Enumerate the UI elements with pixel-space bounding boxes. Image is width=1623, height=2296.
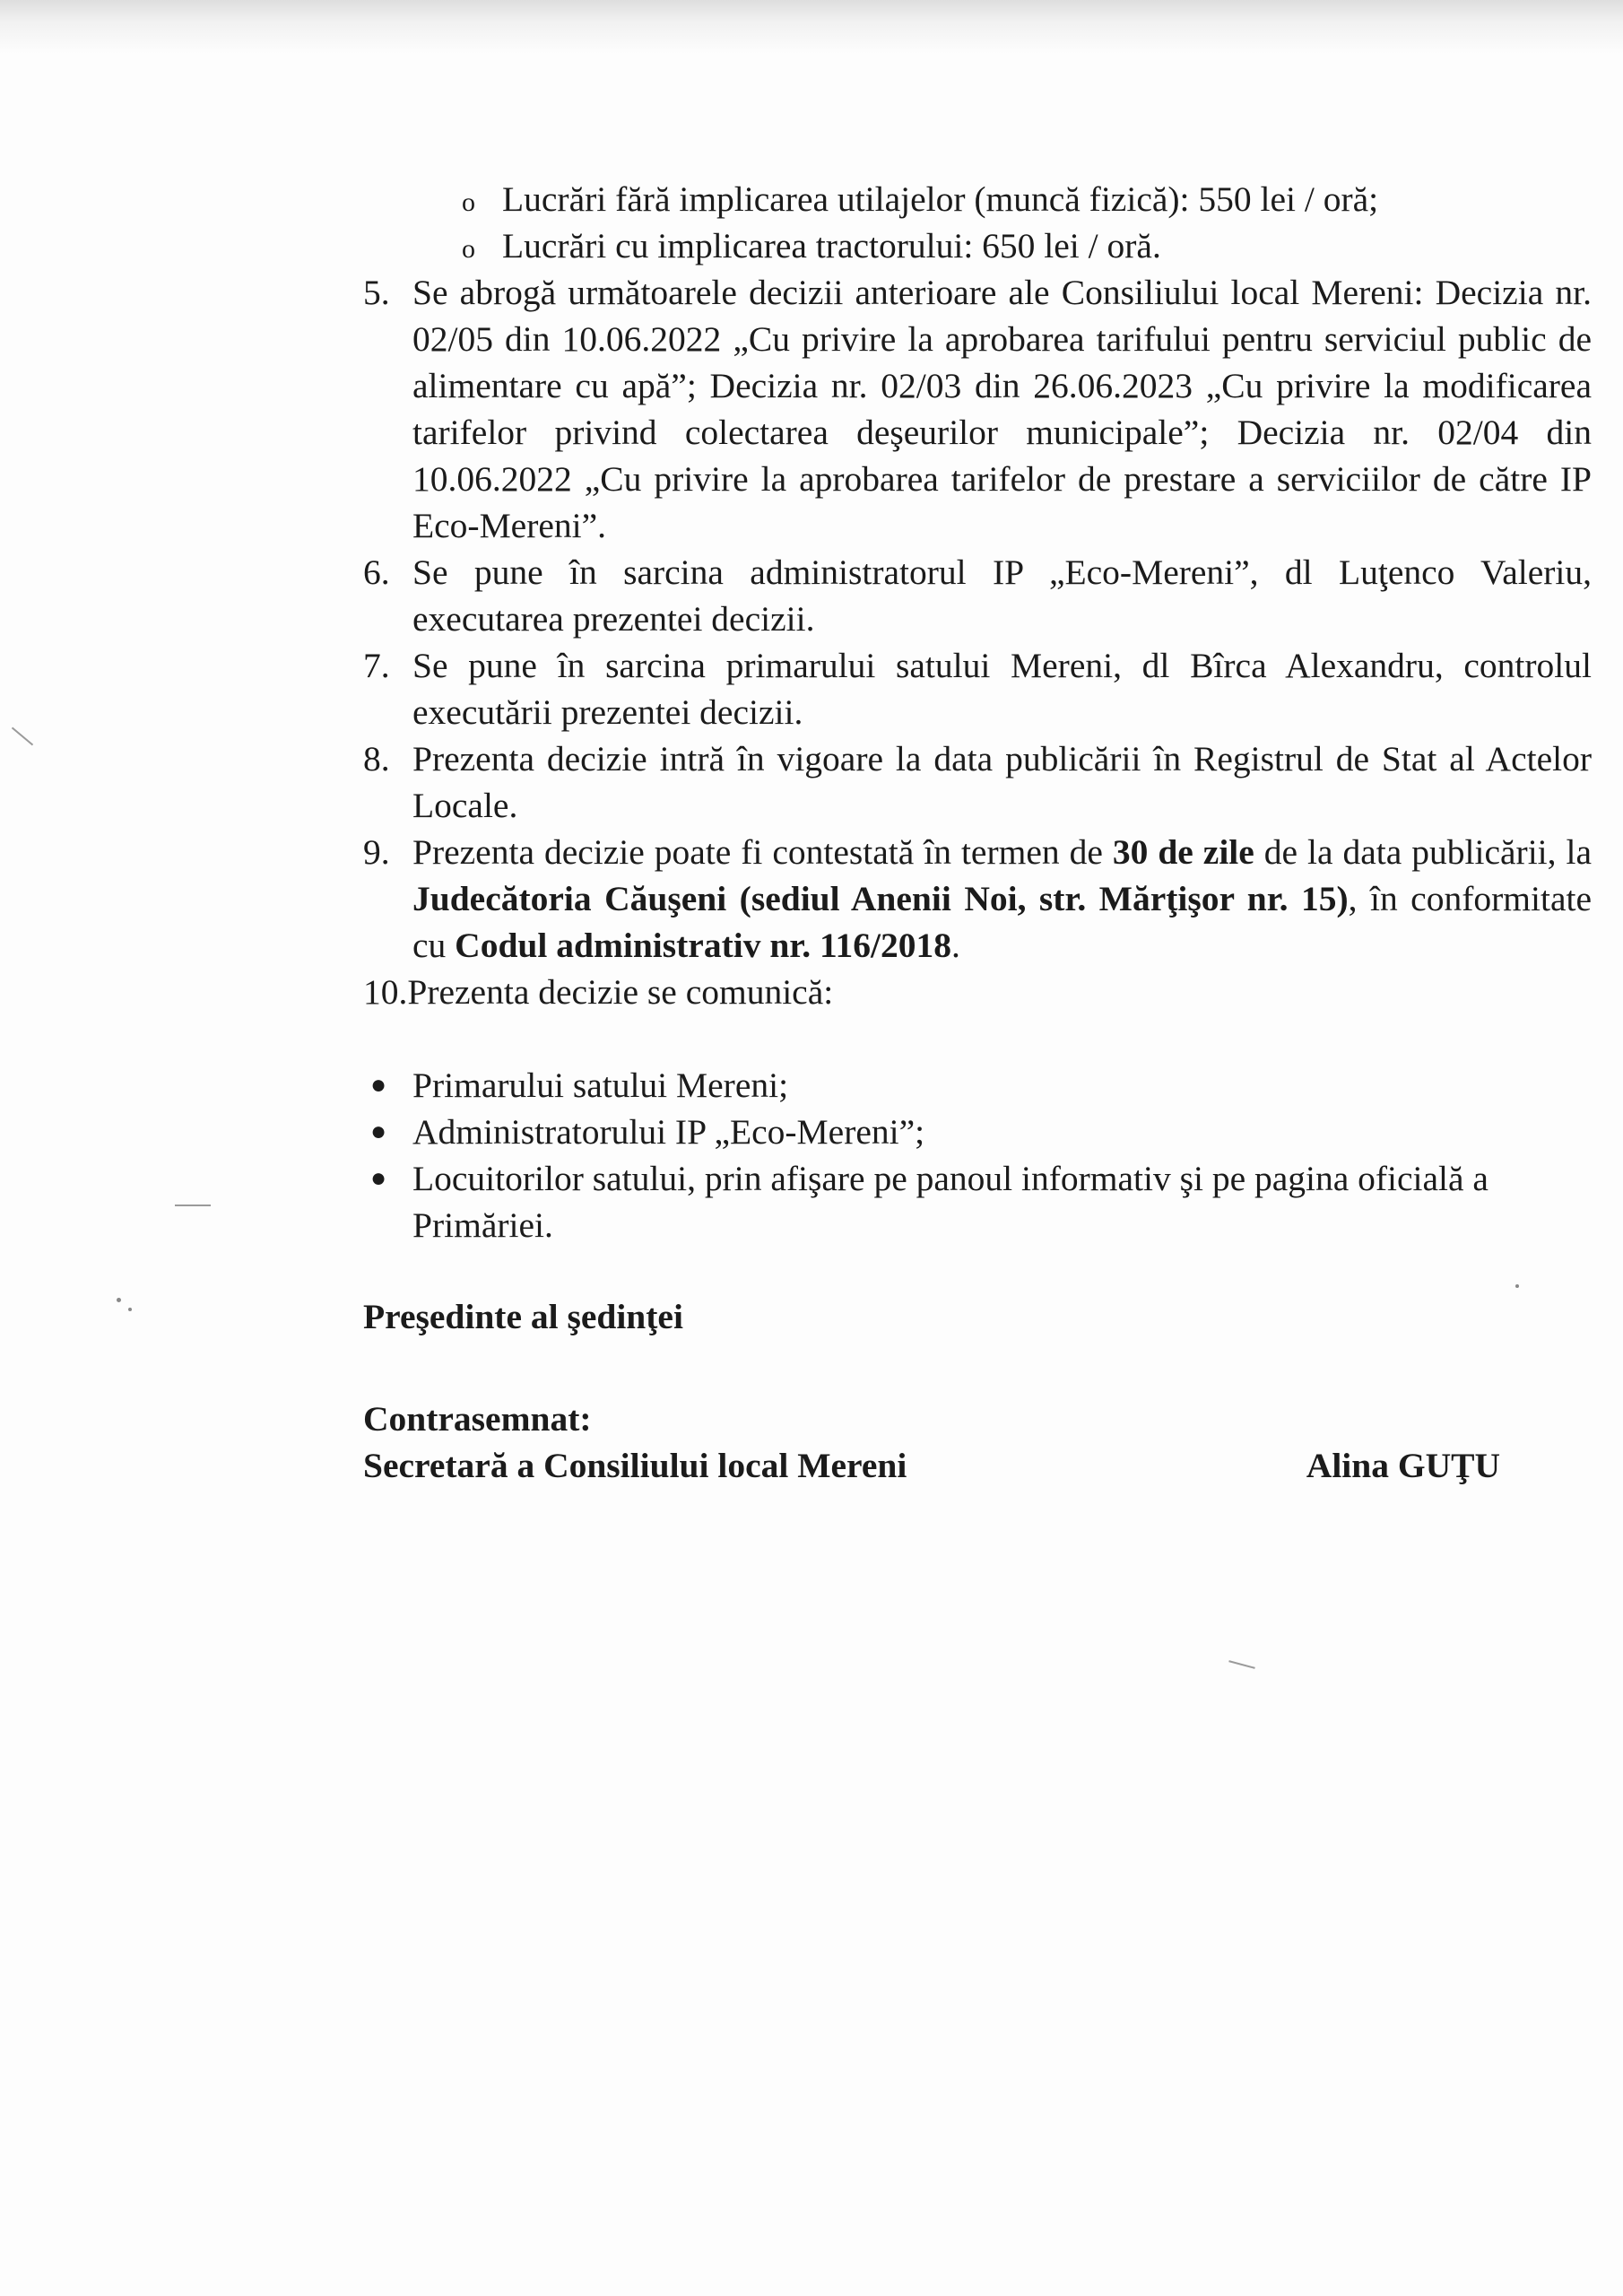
bullet-icon: ● [370,1163,387,1193]
recipient-text: Primarului satului Mereni; [412,1065,789,1105]
item-text: Prezenta decizie intră în vigoare la data publicării în Registrul de Stat al Actelor Locale. [412,739,1592,825]
item-text: Se abrogă următoarele decizii anterioare ale Consiliului local Mereni: Decizia nr. 02/05 din 10.06.2022 „Cu privire la aprobarea tarifului pentru serviciul public de alimentare cu apă”; Decizia nr. 02/03 din 26.06.2023 „Cu privire la modificarea tarifelor privind colectarea deşeurilor municipale”; Decizia nr. 02/04 din 10.06.2022 „Cu privire la aprobarea tarifelor de prestare a serviciilor de către IP Eco-Mereni”. [412,273,1592,545]
list-item [363,549,1592,642]
list-item [363,269,1592,549]
scan-speck [128,1308,132,1311]
item-text: Prezenta decizie poate fi contestată în termen de [412,832,1113,872]
item-text: Se pune în sarcina primarului satului Mereni, dl Bîrca Alexandru, controlul executării prezentei decizii. [412,646,1592,732]
recipient-item [363,1155,1592,1248]
item-text: 10.Prezenta decizie se comunică: [363,972,834,1012]
president-label: Preşedinte al şedinţei [363,1297,683,1336]
item-text: de la data publicării, la [1254,832,1592,872]
scan-edge-shadow [0,0,1623,54]
scan-mark [12,727,33,746]
item-number: 9. [363,832,390,872]
recipient-item [363,1109,1592,1155]
scan-speck [117,1298,121,1302]
item-text: Se pune în sarcina administratorul IP „Eco-Mereni”, dl Luţenco Valeriu, executarea prezentei decizii. [412,552,1592,639]
item-text: . [951,926,960,965]
sub-item-text: Lucrări fără implicarea utilajelor (muncă fizică): 550 lei / oră; [502,179,1379,219]
list-item [363,642,1592,735]
list-item-communication [363,969,1592,1015]
item-number: 8. [363,739,390,778]
item-number: 6. [363,552,390,592]
scan-mark [1228,1660,1254,1669]
list-item-appeal [363,829,1592,969]
recipient-item [363,1062,1592,1109]
circle-bullet-icon: o [462,234,475,264]
sub-item [363,176,1592,222]
bullet-icon: ● [370,1117,387,1146]
item-text: , în conformitate cu [412,879,1592,965]
secretary-name: Alina GUŢU [1306,1446,1500,1485]
recipient-text: Administratorului IP „Eco-Mereni”; [412,1112,925,1152]
document-body [363,176,1592,1489]
sub-item-text: Lucrări cu implicarea tractorului: 650 lei / oră. [502,226,1161,265]
secretary-title: Secretară a Consiliului local Mereni [363,1446,907,1485]
code-reference: Codul administrativ nr. 116/2018 [455,926,952,965]
item-number: 5. [363,273,390,312]
bullet-icon: ● [370,1070,387,1100]
countersigned-label: Contrasemnat: [363,1399,592,1439]
list-item [363,735,1592,829]
scan-mark [175,1205,211,1206]
secretary-line [363,1442,1500,1489]
item-number: 7. [363,646,390,685]
appeal-term: 30 de zile [1112,832,1254,872]
court-name: Judecătoria Căuşeni (sediul Anenii Noi, str. Mărţişor nr. 15) [412,879,1349,918]
sub-item [363,222,1592,269]
recipient-text: Locuitorilor satului, prin afişare pe panoul informativ şi pe pagina oficială a Primăriei. [412,1159,1488,1245]
circle-bullet-icon: o [462,187,475,217]
